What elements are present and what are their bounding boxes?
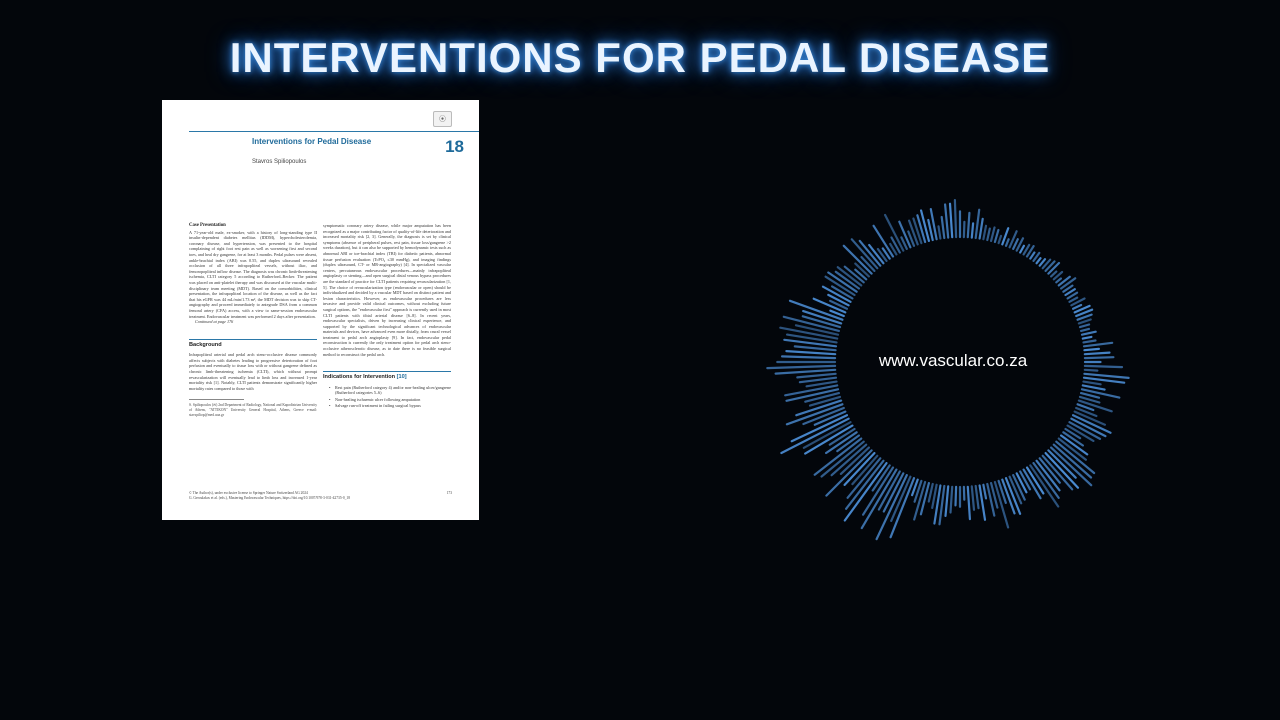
copyright-line: © The Author(s), under exclusive license to Springer Nature Switzerland AG 2024	[189, 491, 308, 495]
visualizer-bar	[1079, 320, 1091, 324]
visualizer-bar	[874, 226, 893, 257]
visualizer-bar	[1051, 272, 1056, 277]
visualizer-bar	[976, 486, 979, 508]
visualizer-bar	[1083, 337, 1092, 339]
visualizer-bar	[976, 210, 980, 238]
list-item: • Rest pain (Rutherford category 4) and/or non-healing ulcer/gangrene (Rutherford categories 5–6)	[329, 385, 451, 396]
visualizer-bar	[942, 217, 945, 238]
visualizer-bar	[1040, 259, 1045, 266]
visualizer-bar	[1006, 239, 1009, 246]
visualizer-bar	[1084, 374, 1128, 378]
affiliation-text: S. Spiliopoulos (✉) 2nd Department of Radiology, National and Kapodistrian University of Athens, "ATTIKON" University General Hospital, Athens, Greece e-mail: stavspiliop@med.uoa.gr	[189, 403, 317, 417]
visualizer-bar	[786, 351, 835, 354]
visualizer-bar	[1066, 429, 1081, 438]
visualizer-bar	[1020, 246, 1024, 253]
visualizer-bar	[1056, 279, 1061, 283]
case-heading: Case Presentation	[189, 223, 226, 228]
visualizer-bar	[1084, 349, 1099, 350]
visualizer-bar	[1082, 332, 1096, 335]
visualizer-bar	[776, 370, 836, 374]
visualizer-bar	[782, 356, 835, 358]
visualizer-bar	[1017, 473, 1027, 492]
visualizer-bar	[991, 228, 994, 241]
visualizer-bar	[950, 204, 952, 238]
visualizer-bar	[1037, 258, 1041, 263]
visualizer-bar	[999, 236, 1001, 243]
continued-note: Continued at page 176	[195, 319, 234, 325]
list-item: • Non-healing ischaemic ulcer following amputation	[329, 397, 451, 403]
visualizer-bar	[1084, 341, 1096, 343]
visualizer-bar	[956, 487, 957, 506]
visualizer-bar	[945, 205, 948, 238]
visualizer-bar	[968, 213, 970, 237]
visualizer-bar	[795, 346, 836, 350]
page-number: 173	[446, 491, 452, 495]
visualizer-bar	[921, 211, 929, 241]
visualizer-bar	[1061, 278, 1075, 288]
indications-ref: [10]	[396, 374, 407, 381]
visualizer-bar	[968, 487, 970, 519]
chapter-title: Interventions for Pedal Disease	[252, 137, 372, 146]
visualizer-bar	[946, 486, 949, 516]
check-for-updates-icon: ⦿	[433, 111, 452, 127]
visualizer-bar	[995, 230, 999, 242]
visualizer-bar	[987, 229, 990, 240]
visualizer-bar	[1085, 353, 1110, 355]
citation-line: G. Geroulakos et al. (eds.), Mastering Endovascular Techniques, https://doi.org/10.1007/978-3-031-42735-0_18	[189, 495, 351, 500]
main-title: INTERVENTIONS FOR PEDAL DISEASE	[229, 34, 1051, 81]
right-body-text: symptomatic coronary artery disease, while major amputation has been recognized as a major contributing factor of quality-of-life deterioration and increased mortality risk [2, 3]. Generally, the diagnosis is set by clinical symptoms (absence of peripheral pulses, rest pain, tissue loss/gangrene >2 weeks duration), but it can also be supported by hemodynamic tests such as abnormal ABI or toe-brachial index (TBI) for diabetic patients, abnormal tissue perfusion evaluation (TcPO₂ ≤30 mmHg), and imaging findings (duplex ultrasound, CT- or MR-angiography) [4]. In specialized vascular centers, percutaneous endovascular procedures—mainly infrapopliteal angioplasty or stenting—and open surgical distal venous bypass procedures are the standard of practice for CLTI patients requiring revascularization [1, 5]. The choice of revascularization type (endovascular or open) should be individualized and decided by a vascular MDT based on distinct patient and lesion characteristics. However, as endovascular procedures are less invasive and provide valid clinical outcomes, without excluding future surgical options, the "endovascular first" approach is currently used in most CLTI patients with tibial arterial disease [6–8]. In recent years, endovascular specialists, driven by increasing clinical experience, and supported by the significant technological advances of endovascular materials and devices, have advanced even more distally, from crural vessel treatment to pedal arch angioplasty [9]. In fact, endovascular pedal reconstruction is currently the only treatment option for pedal arch steno-occlusive atherosclerotic disease, as to date there is no feasible surgical method to reconstruct the pedal arch.	[323, 223, 451, 357]
visualizer-bar	[810, 397, 840, 406]
visualizer-bar	[909, 221, 918, 245]
visualizer-bar	[964, 222, 965, 237]
visualizer-bar	[939, 226, 941, 238]
visualizer-bar	[1083, 385, 1105, 389]
visualizer-bar	[1059, 439, 1086, 460]
visualizer-bar	[921, 483, 929, 514]
list-item: • Salvage run-off treatment in failing surgical bypass	[329, 403, 451, 409]
visualizer-bar	[983, 485, 986, 499]
visualizer-bar	[1070, 298, 1078, 302]
visualizer-bar	[1073, 305, 1081, 309]
visualizer-bar	[1081, 329, 1089, 331]
visualizer-bar	[983, 226, 986, 239]
indications-heading-text: Indications for Intervention	[323, 374, 396, 381]
visualizer-bar	[951, 487, 953, 513]
visualizer-bar	[1084, 382, 1101, 385]
visualizer-bar	[1082, 389, 1119, 397]
chapter-author: Stavros Spiliopoulos	[252, 159, 307, 165]
visualizer-bar	[1085, 366, 1122, 367]
visualizer-bar	[1085, 370, 1098, 371]
website-url: www.vascular.co.za	[878, 351, 1028, 370]
visualizer-bar	[797, 374, 835, 378]
visualizer-bar	[955, 200, 956, 237]
visualizer-bar	[1048, 263, 1059, 274]
background-heading: Background	[189, 339, 317, 349]
visualizer-bar	[1084, 343, 1112, 347]
visualizer-bar	[972, 223, 973, 237]
visualizer-bar	[767, 366, 835, 368]
visualizer-bar	[826, 432, 857, 453]
chapter-number: 18	[445, 137, 464, 156]
visualizer-bar	[1080, 325, 1089, 328]
visualizer-bar	[1030, 253, 1034, 259]
visualizer-bar	[929, 484, 933, 502]
case-text: A 71-year-old male, ex-smoker, with a history of long-standing type II insulin-dependent diabetes mellitus (IDDM), hypercholesterolemia, coronary disease, and hypertension, was presented to the hospital complaining of right foot rest pain as well as worsening first and second toes, and heal dry gangrene, for at least 3 months. Pedal pulses were absent, ankle-brachial index (ABI) was 0.55, and duplex ultrasound revealed occlusion of all three infrapopliteal vessels, without iliac, and femoropopliteal inflow disease. The diagnosis was chronic limb-threatening ischemia, CLTI category 5 according to Rutherford–Becker. The patient was placed on anti-platelet therapy and was discussed at the vascular multi-disciplinary team meeting (MDT). Based on the comorbidities, clinical presentation, the infrapopliteal location of the disease, as well as the fact that his eGFR was 44 mL/min/1.73 m², the MDT decision was to skip CT-angiography and proceed immediately to antegrade DSA from a common femoral artery (CFA) access, with a view to same-session endovascular treatment. Endovascular treatment was performed 2 days after presentation.	[189, 229, 317, 319]
visualizer-bar	[1085, 357, 1114, 358]
background-text: Infrapopliteal arterial and pedal arch steno-occlusive disease commonly affects subjects with diabetes leading to progressive deterioration of foot perfusion and eventually to tissue loss with or without gangrene defined as chronic limb-threatening ischemia (CLTI), which without prompt revascularization will eventually lead to limb loss and increased 1-year mortality risk [1]. Notably, CLTI patients demonstrate significantly higher mortality rates compared to those with	[189, 352, 317, 391]
visualizer-bar	[980, 219, 983, 239]
visualizer-bar	[885, 215, 903, 251]
visualizer-bar	[972, 486, 974, 509]
